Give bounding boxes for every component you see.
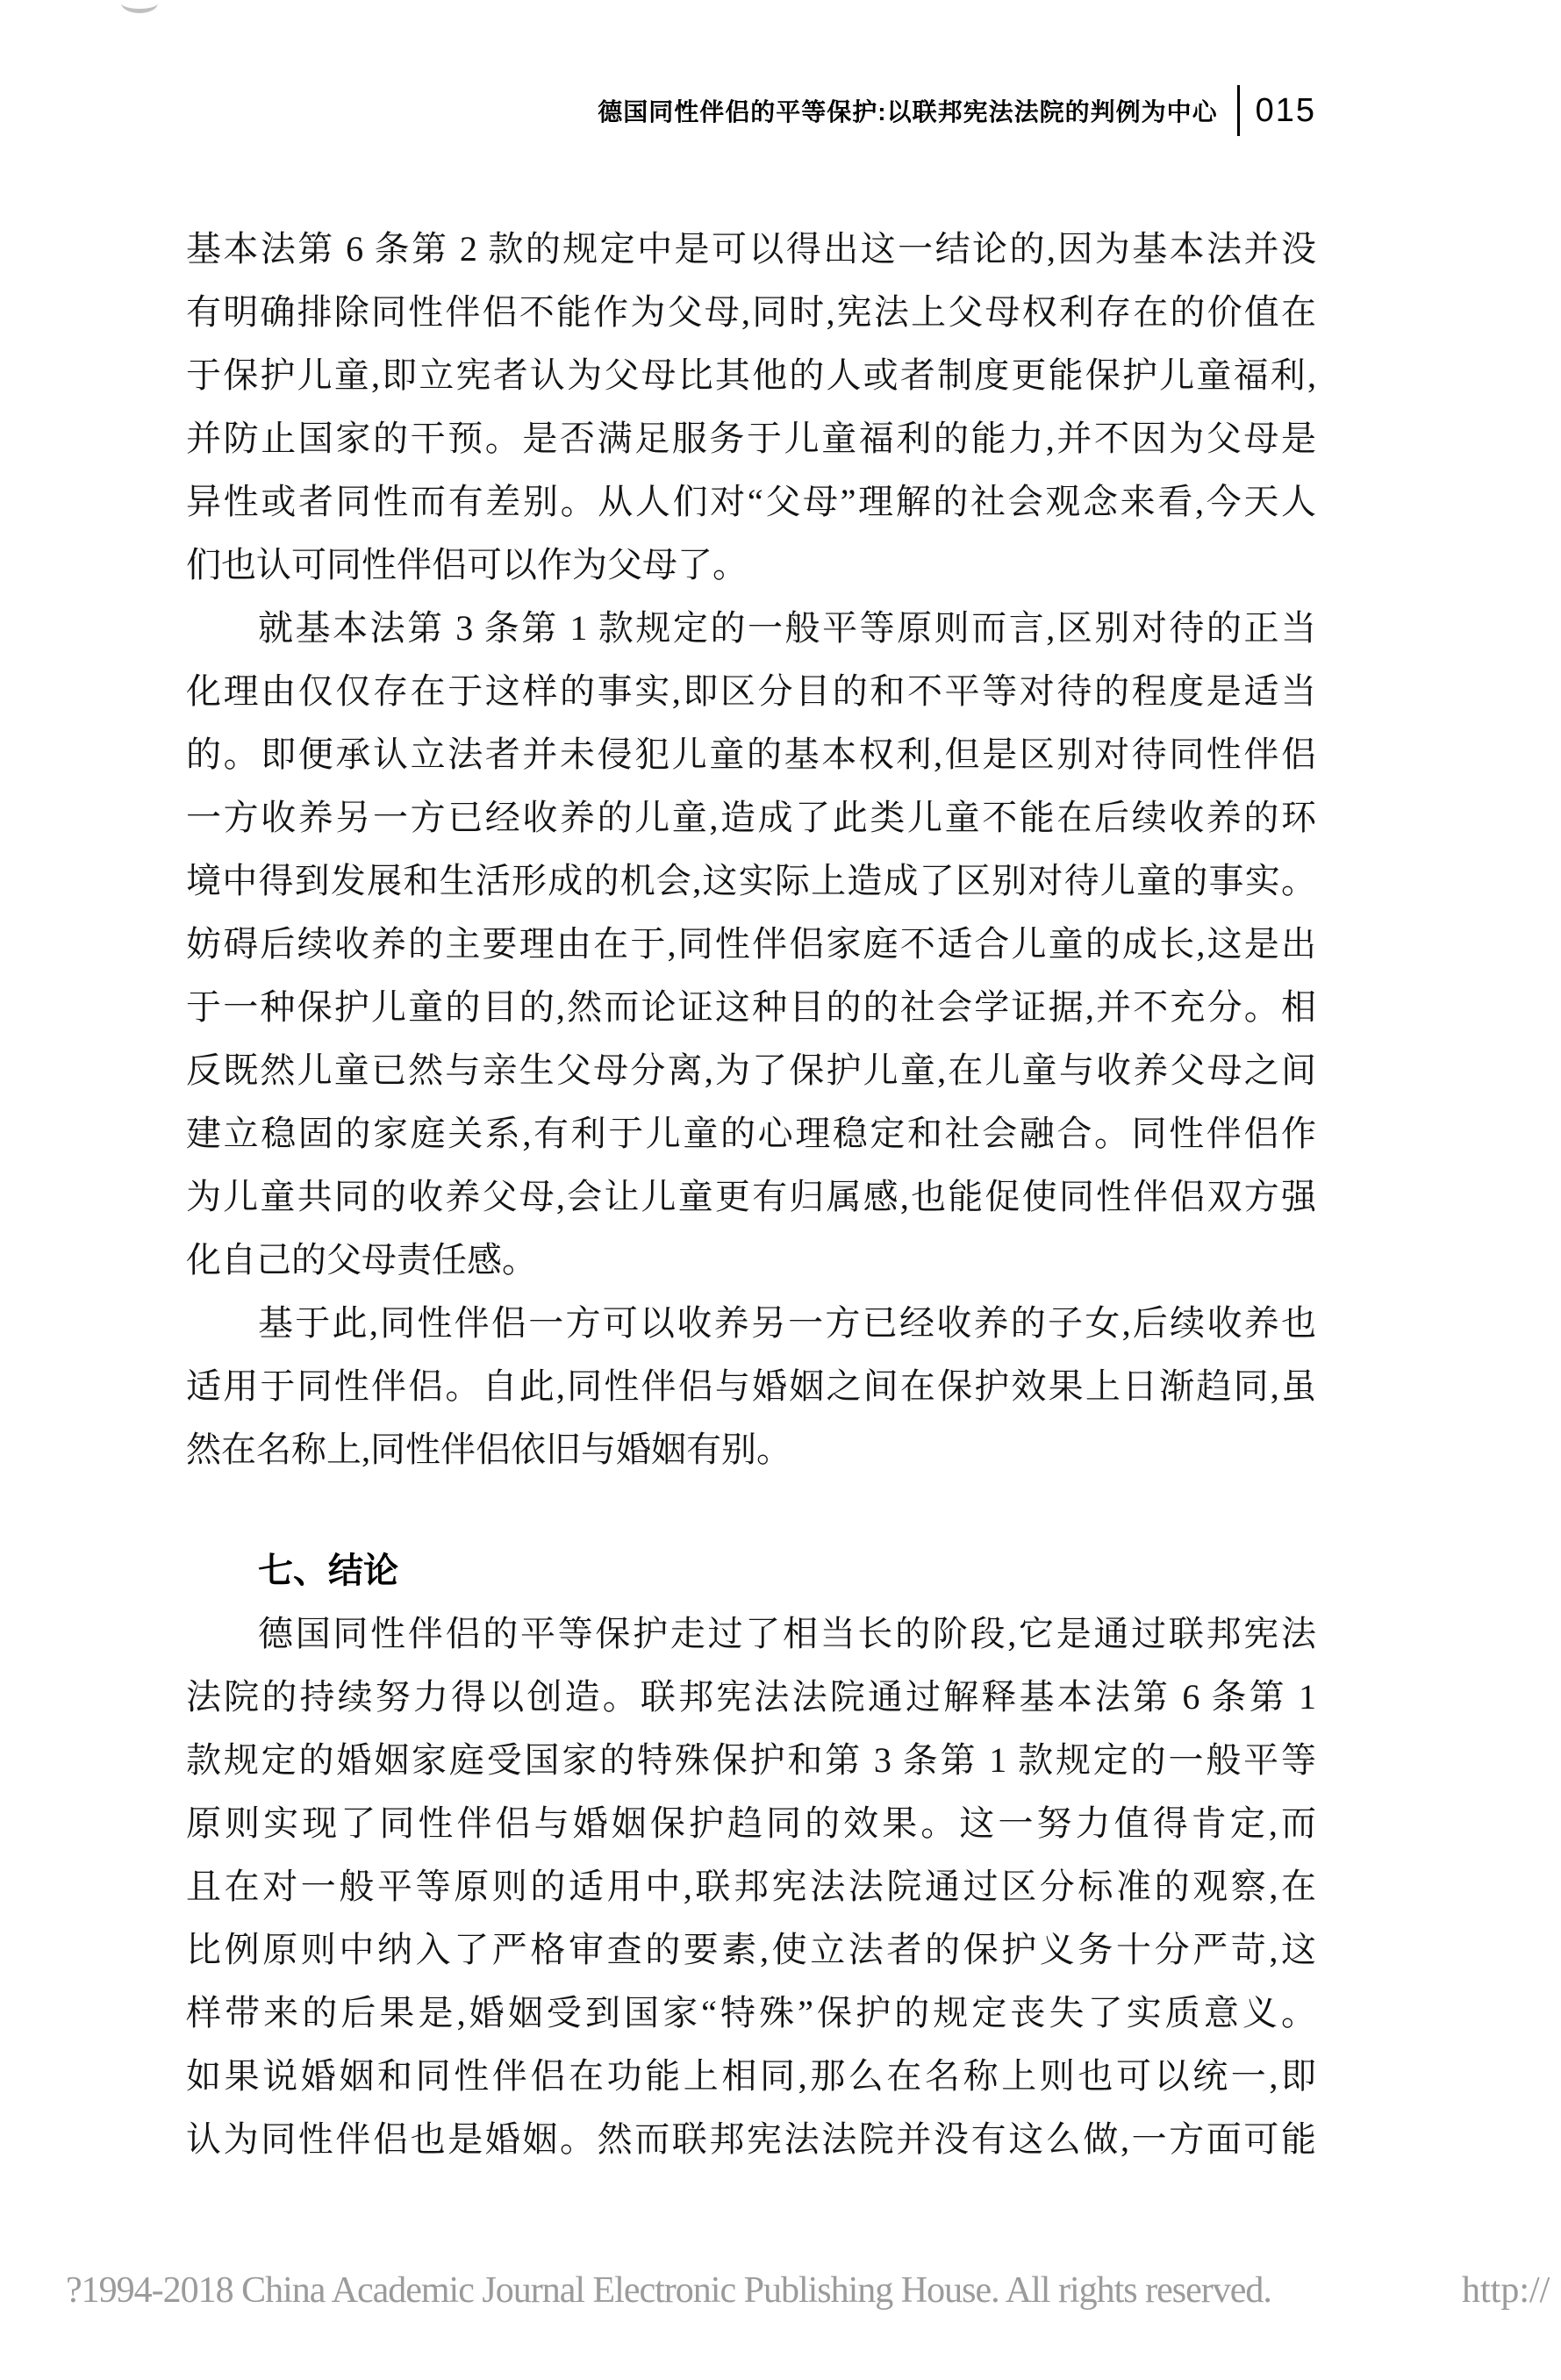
page-number: 015 bbox=[1255, 91, 1316, 129]
running-header bbox=[598, 83, 1316, 138]
text-line: 且在对一般平等原则的适用中,联邦宪法法院通过区分标准的观察,在 bbox=[186, 1867, 1316, 1906]
text-line: 样带来的后果是,婚姻受到国家“特殊”保护的规定丧失了实质意义。 bbox=[186, 1993, 1316, 2032]
scan-smudge-mark bbox=[121, 0, 158, 13]
text-line: 境中得到发展和生活形成的机会,这实际上造成了区别对待儿童的事实。 bbox=[186, 861, 1316, 900]
section-heading-conclusion: 七、结论 bbox=[258, 1552, 398, 1590]
text-line: 原则实现了同性伴侣与婚姻保护趋同的效果。这一努力值得肯定,而 bbox=[186, 1803, 1316, 1843]
text-line: 反既然儿童已然与亲生父母分离,为了保护儿童,在儿童与收养父母之间 bbox=[186, 1050, 1316, 1090]
text-line: 款规定的婚姻家庭受国家的特殊保护和第 3 条第 1 款规定的一般平等 bbox=[186, 1740, 1316, 1780]
text-line: 基于此,同性伴侣一方可以收养另一方已经收养的子女,后续收养也 bbox=[258, 1303, 1316, 1343]
text-line: 基本法第 6 条第 2 款的规定中是可以得出这一结论的,因为基本法并没 bbox=[186, 229, 1316, 269]
text-line: 建立稳固的家庭关系,有利于儿童的心理稳定和社会融合。同性伴侣作 bbox=[186, 1114, 1316, 1153]
text-line: 比例原则中纳入了严格审查的要素,使立法者的保护义务十分严苛,这 bbox=[186, 1930, 1316, 1969]
text-line: 为儿童共同的收养父母,会让儿童更有归属感,也能促使同性伴侣双方强 bbox=[186, 1177, 1316, 1216]
text-line: 并防止国家的干预。是否满足服务于儿童福利的能力,并不因为父母是 bbox=[186, 419, 1316, 458]
text-line: 如果说婚姻和同性伴侣在功能上相同,那么在名称上则也可以统一,即 bbox=[186, 2056, 1316, 2096]
text-line: 异性或者同性而有差别。从人们对“父母”理解的社会观念来看,今天人 bbox=[186, 482, 1316, 521]
body-text-block bbox=[186, 218, 1316, 2171]
text-line: 法院的持续努力得以创造。联邦宪法法院通过解释基本法第 6 条第 1 bbox=[186, 1677, 1316, 1717]
text-line: 一方收养另一方已经收养的儿童,造成了此类儿童不能在后续收养的环 bbox=[186, 798, 1316, 837]
text-line: 于一种保护儿童的目的,然而论证这种目的的社会学证据,并不充分。相 bbox=[186, 987, 1316, 1027]
text-line: 妨碍后续收养的主要理由在于,同性伴侣家庭不适合儿童的成长,这是出 bbox=[186, 924, 1316, 964]
header-divider-bar bbox=[1237, 85, 1240, 136]
text-line: 化理由仅仅存在于这样的事实,即区分目的和不平等对待的程度是适当 bbox=[186, 671, 1316, 711]
text-line: 的。即便承认立法者并未侵犯儿童的基本权利,但是区别对待同性伴侣 bbox=[186, 735, 1316, 774]
text-line: 认为同性伴侣也是婚姻。然而联邦宪法法院并没有这么做,一方面可能 bbox=[186, 2119, 1316, 2159]
copyright-url-fragment: http:// bbox=[1462, 2270, 1550, 2311]
text-line: 德国同性伴侣的平等保护走过了相当长的阶段,它是通过联邦宪法 bbox=[258, 1614, 1316, 1653]
text-line: 然在名称上,同性伴侣依旧与婚姻有别。 bbox=[186, 1430, 791, 1469]
text-line: 有明确排除同性伴侣不能作为父母,同时,宪法上父母权利存在的价值在 bbox=[186, 292, 1316, 332]
text-line: 适用于同性伴侣。自此,同性伴侣与婚姻之间在保护效果上日渐趋同,虽 bbox=[186, 1366, 1316, 1406]
text-line: 们也认可同性伴侣可以作为父母了。 bbox=[186, 545, 748, 584]
copyright-notice: ?1994-2018 China Academic Journal Electronic Publishing House. All rights reserved. bbox=[66, 2270, 1271, 2311]
text-line: 就基本法第 3 条第 1 款规定的一般平等原则而言,区别对待的正当 bbox=[258, 608, 1316, 648]
text-line: 于保护儿童,即立宪者认为父母比其他的人或者制度更能保护儿童福利, bbox=[186, 355, 1316, 395]
running-header-title: 德国同性伴侣的平等保护:以联邦宪法法院的判例为中心 bbox=[598, 98, 1218, 125]
text-line: 化自己的父母责任感。 bbox=[186, 1240, 537, 1280]
